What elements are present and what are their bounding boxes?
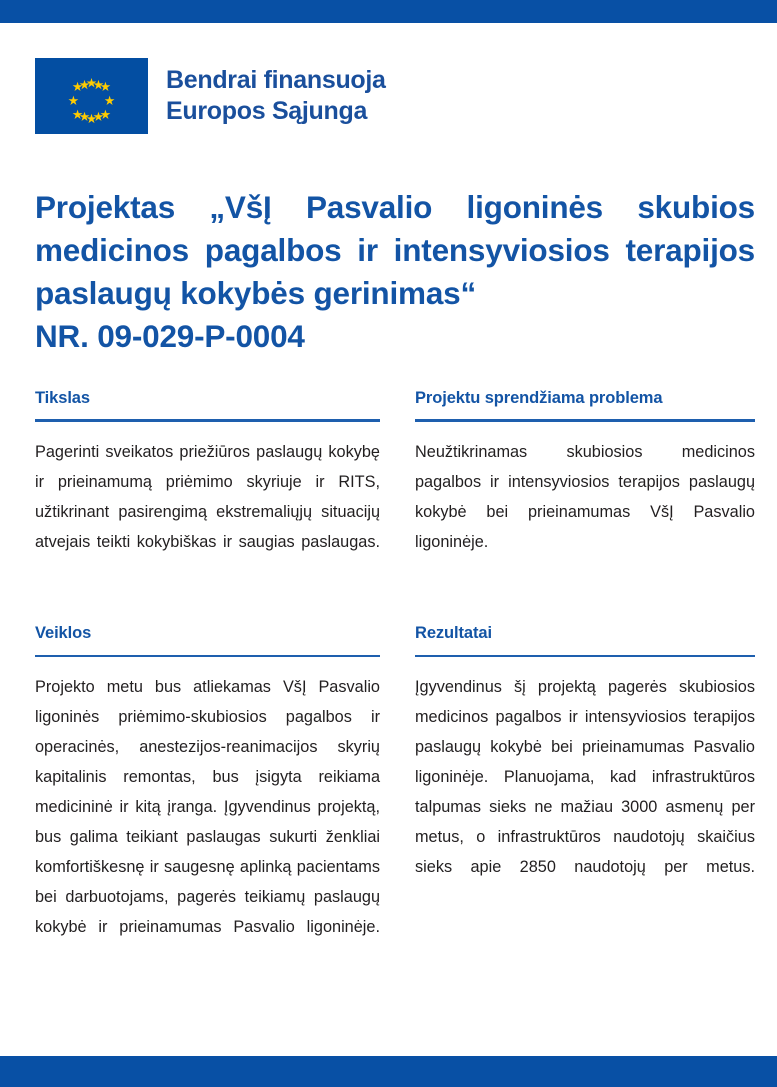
european-union-flag-icon	[35, 58, 148, 134]
section-divider	[415, 419, 755, 422]
page-title	[35, 186, 755, 359]
eu-cofunding-label	[166, 65, 386, 127]
section-heading: Projektu sprendžiama problema	[415, 388, 663, 407]
section-body: Neužtikrinamas skubiosios medicinos pagalbos ir intensyviosios terapijos paslaugų kokybė bei prieinamumas VšĮ Pasvalio ligoninėje.	[415, 442, 755, 551]
bottom-brand-bar	[0, 1056, 777, 1087]
section-divider	[415, 655, 755, 658]
page-content	[0, 23, 777, 1087]
section-body: Pagerinti sveikatos priežiūros paslaugų kokybę ir prieinamumą priėmimo skyriuje ir RITS, užtikrinant pasirengimą ekstremaliųjų situacijų atvejais teikti kokybiškas ir saugias paslaugas.	[35, 442, 380, 551]
section-veiklos	[35, 588, 380, 973]
page-title-main: Projektas „VšĮ Pasvalio ligoninės skubios medicinos pagalbos ir intensyviosios terapijos paslaugų kokybės gerinimas“	[35, 189, 755, 312]
eu-label-line-2: Europos Sąjunga	[166, 97, 368, 125]
eu-label-line-1: Bendrai finansuoja	[166, 66, 386, 94]
section-divider	[35, 419, 380, 422]
sections-grid	[35, 389, 755, 973]
eu-cofunding-logo	[35, 58, 755, 134]
section-heading: Veiklos	[35, 623, 92, 642]
section-divider	[35, 655, 380, 658]
section-heading: Tikslas	[35, 388, 90, 407]
section-body: Projekto metu bus atliekamas VšĮ Pasvalio ligoninės priėmimo-skubiosios pagalbos ir operacinės, anestezijos-reanimacijos skyrių kapitalinis remontas, bus įsigyta reikiama medicininė ir kitą įranga. Įgyvendinus projektą, bus galima teikiant paslaugas sukurti ženkliai komfortiškesnę ir saugesnę aplinką pacientams bei darbuotojams, pagerės teikiamų paslaugų kokybė ir prieinamumas Pasvalio ligoninėje.	[35, 678, 380, 936]
section-body: Įgyvendinus šį projektą pagerės skubiosios medicinos pagalbos ir intensyviosios terapijos paslaugų kokybė bei prieinamumas Pasvalio ligoninėje. Planuojama, kad infrastruktūros talpumas sieks ne mažiau 3000 asmenų per metus, o infrastruktūros naudotojų skaičius sieks apie 2850 naudotojų per metus.	[415, 678, 755, 876]
section-rezultatai	[415, 588, 755, 973]
section-heading: Rezultatai	[415, 623, 492, 642]
page-title-number: NR. 09-029-P-0004	[35, 318, 305, 355]
top-brand-bar	[0, 0, 777, 23]
section-tikslas	[35, 389, 380, 588]
section-problema	[415, 389, 755, 588]
